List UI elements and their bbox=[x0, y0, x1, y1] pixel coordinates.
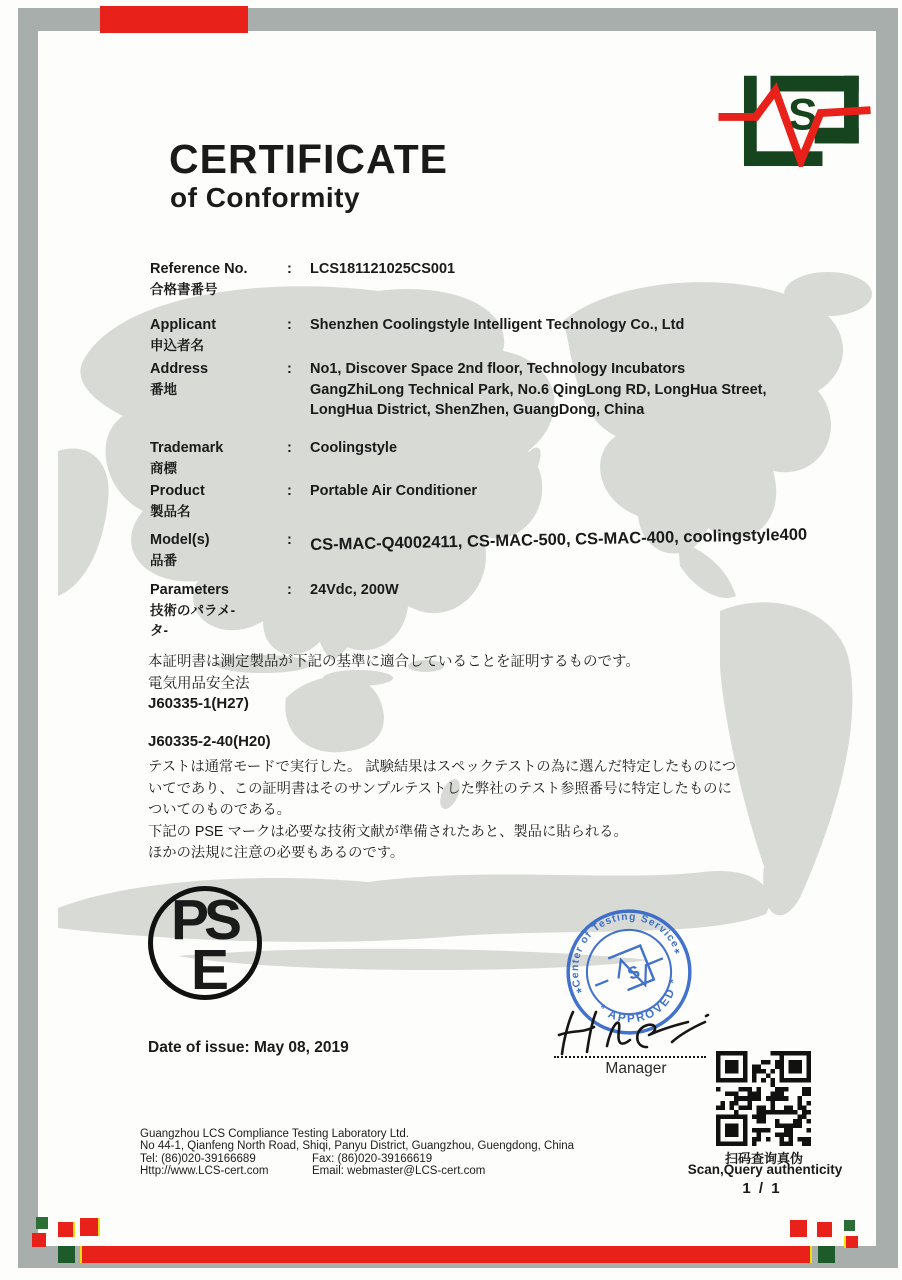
note-line: テストは通常モードで実行した。 試験結果はスペックテストの為に選んだ特定したものにつ bbox=[148, 759, 737, 775]
colon: : bbox=[287, 317, 292, 333]
field-row-models bbox=[150, 525, 895, 571]
deco-square bbox=[844, 1220, 855, 1231]
parameters-value: 24Vdc, 200W bbox=[310, 582, 399, 598]
pse-letters-ps: PS bbox=[170, 888, 238, 952]
note-line: いてであり、この証明書はそのサンプルテストした弊社のテスト参照番号に特定したものに bbox=[148, 780, 732, 797]
product-label-jp: 製品名 bbox=[150, 503, 191, 519]
trademark-label: Trademark bbox=[150, 440, 224, 456]
bottom-accent-bar bbox=[80, 1246, 812, 1263]
applicant-label-jp: 申込者名 bbox=[150, 337, 204, 353]
page-indicator: 1 / 1 bbox=[742, 1180, 782, 1197]
colon: : bbox=[287, 261, 292, 277]
logo-letter: S bbox=[788, 90, 818, 140]
frame-right bbox=[876, 8, 898, 1268]
field-row-parameters bbox=[150, 580, 885, 642]
product-value: Portable Air Conditioner bbox=[310, 483, 478, 499]
address-line: GangZhiLong Technical Park, No.6 QingLong RD, LongHua Street, bbox=[310, 381, 767, 398]
address-line: LongHua District, ShenZhen, GuangDong, China bbox=[310, 402, 645, 418]
parameters-label-jp: 技術のパラメ- bbox=[150, 602, 236, 618]
test-notes bbox=[148, 757, 808, 865]
qr-caption-cn: 扫码查询真伪 bbox=[724, 1151, 803, 1166]
deco-square bbox=[58, 1222, 75, 1237]
deco-square bbox=[817, 1222, 832, 1237]
certificate-title: CERTIFICATE bbox=[169, 136, 449, 182]
bottom-green-square-left bbox=[58, 1246, 75, 1263]
footer-tel: Tel: (86)020-39166689 bbox=[140, 1153, 256, 1165]
footer-company: Guangzhou LCS Compliance Testing Laboratory Ltd. bbox=[140, 1128, 409, 1140]
field-row-applicant bbox=[150, 315, 885, 356]
standard-2: J60335-2-40(H20) bbox=[148, 733, 271, 750]
field-row-product bbox=[150, 481, 885, 522]
statement-intro: 本証明書は測定製品が下記の基準に適合していることを証明するものです。 bbox=[148, 654, 640, 670]
pse-mark-icon bbox=[148, 886, 262, 1000]
stamp-star-right: * bbox=[672, 945, 683, 961]
reference-no-value: LCS181121025CS001 bbox=[310, 261, 456, 277]
stamp-arc-bottom-text: * APPROVED * bbox=[595, 976, 681, 1026]
deco-square bbox=[790, 1220, 807, 1237]
certificate-subtitle: of Conformity bbox=[170, 182, 361, 213]
reference-no-label: Reference No. bbox=[150, 261, 248, 277]
footer-fax: Fax: (86)020-39166619 bbox=[312, 1153, 433, 1165]
statement-law: 電気用品安全法 bbox=[148, 676, 250, 692]
parameters-label-jp2: タ- bbox=[150, 623, 168, 638]
reference-no-label-jp: 合格書番号 bbox=[150, 281, 218, 297]
qr-caption-en: Scan,Query authenticity bbox=[687, 1162, 843, 1177]
stamp-arc-top-text: Center of Testing Service bbox=[569, 911, 681, 989]
footer-web: Http://www.LCS-cert.com bbox=[140, 1165, 269, 1177]
note-line: ほかの法規に注意の必要もあるのです。 bbox=[148, 845, 405, 862]
field-row-reference-no bbox=[150, 259, 885, 300]
stamp-star-left: * bbox=[574, 984, 586, 1001]
date-of-issue: Date of issue: May 08, 2019 bbox=[148, 1039, 349, 1056]
signature-icon bbox=[552, 1000, 717, 1062]
top-accent-bar bbox=[100, 6, 248, 33]
colon: : bbox=[287, 582, 292, 598]
pse-letter-e: E bbox=[190, 938, 230, 1002]
lcs-logo-icon bbox=[716, 64, 874, 167]
models-value: CS-MAC-Q4002411, CS-MAC-500, CS-MAC-400, coolingstyle400 bbox=[310, 525, 808, 554]
bottom-green-square-right bbox=[818, 1246, 835, 1263]
parameters-label: Parameters bbox=[150, 582, 229, 598]
signature-line bbox=[554, 1056, 706, 1058]
applicant-value: Shenzhen Coolingstyle Intelligent Technology Co., Ltd bbox=[310, 317, 685, 333]
colon: : bbox=[287, 361, 292, 377]
colon: : bbox=[287, 440, 292, 456]
footer-address: No 44-1, Qianfeng North Road, Shiqi, Panyu District, Guangzhou, Guengdong, China bbox=[140, 1140, 575, 1152]
note-line: ついてのものである。 bbox=[148, 802, 291, 819]
models-label-jp: 品番 bbox=[150, 552, 177, 568]
stamp-center-letter: S bbox=[624, 961, 643, 984]
product-label: Product bbox=[150, 483, 205, 499]
models-label: Model(s) bbox=[150, 532, 210, 548]
address-line: No1, Discover Space 2nd floor, Technology Incubators bbox=[310, 361, 686, 377]
footer-email: Email: webmaster@LCS-cert.com bbox=[312, 1165, 486, 1177]
deco-square bbox=[80, 1218, 100, 1236]
address-value bbox=[310, 359, 885, 421]
colon: : bbox=[287, 532, 292, 548]
field-row-address bbox=[150, 359, 885, 421]
note-line: 下記の PSE マークは必要な技術文献が準備されたあと、製品に貼られる。 bbox=[148, 823, 628, 840]
trademark-label-jp: 商標 bbox=[150, 460, 177, 476]
field-row-trademark bbox=[150, 438, 885, 479]
deco-square bbox=[844, 1236, 858, 1248]
deco-square bbox=[32, 1233, 46, 1247]
address-label-jp: 番地 bbox=[150, 381, 177, 397]
trademark-value: Coolingstyle bbox=[310, 440, 398, 456]
standard-1: J60335-1(H27) bbox=[148, 695, 249, 712]
colon: : bbox=[287, 483, 292, 499]
applicant-label: Applicant bbox=[150, 317, 217, 333]
signer-role-label: Manager bbox=[605, 1060, 667, 1077]
address-label: Address bbox=[150, 361, 209, 377]
deco-square bbox=[36, 1217, 48, 1229]
frame-left bbox=[18, 8, 38, 1268]
qr-code-icon bbox=[716, 1051, 811, 1146]
